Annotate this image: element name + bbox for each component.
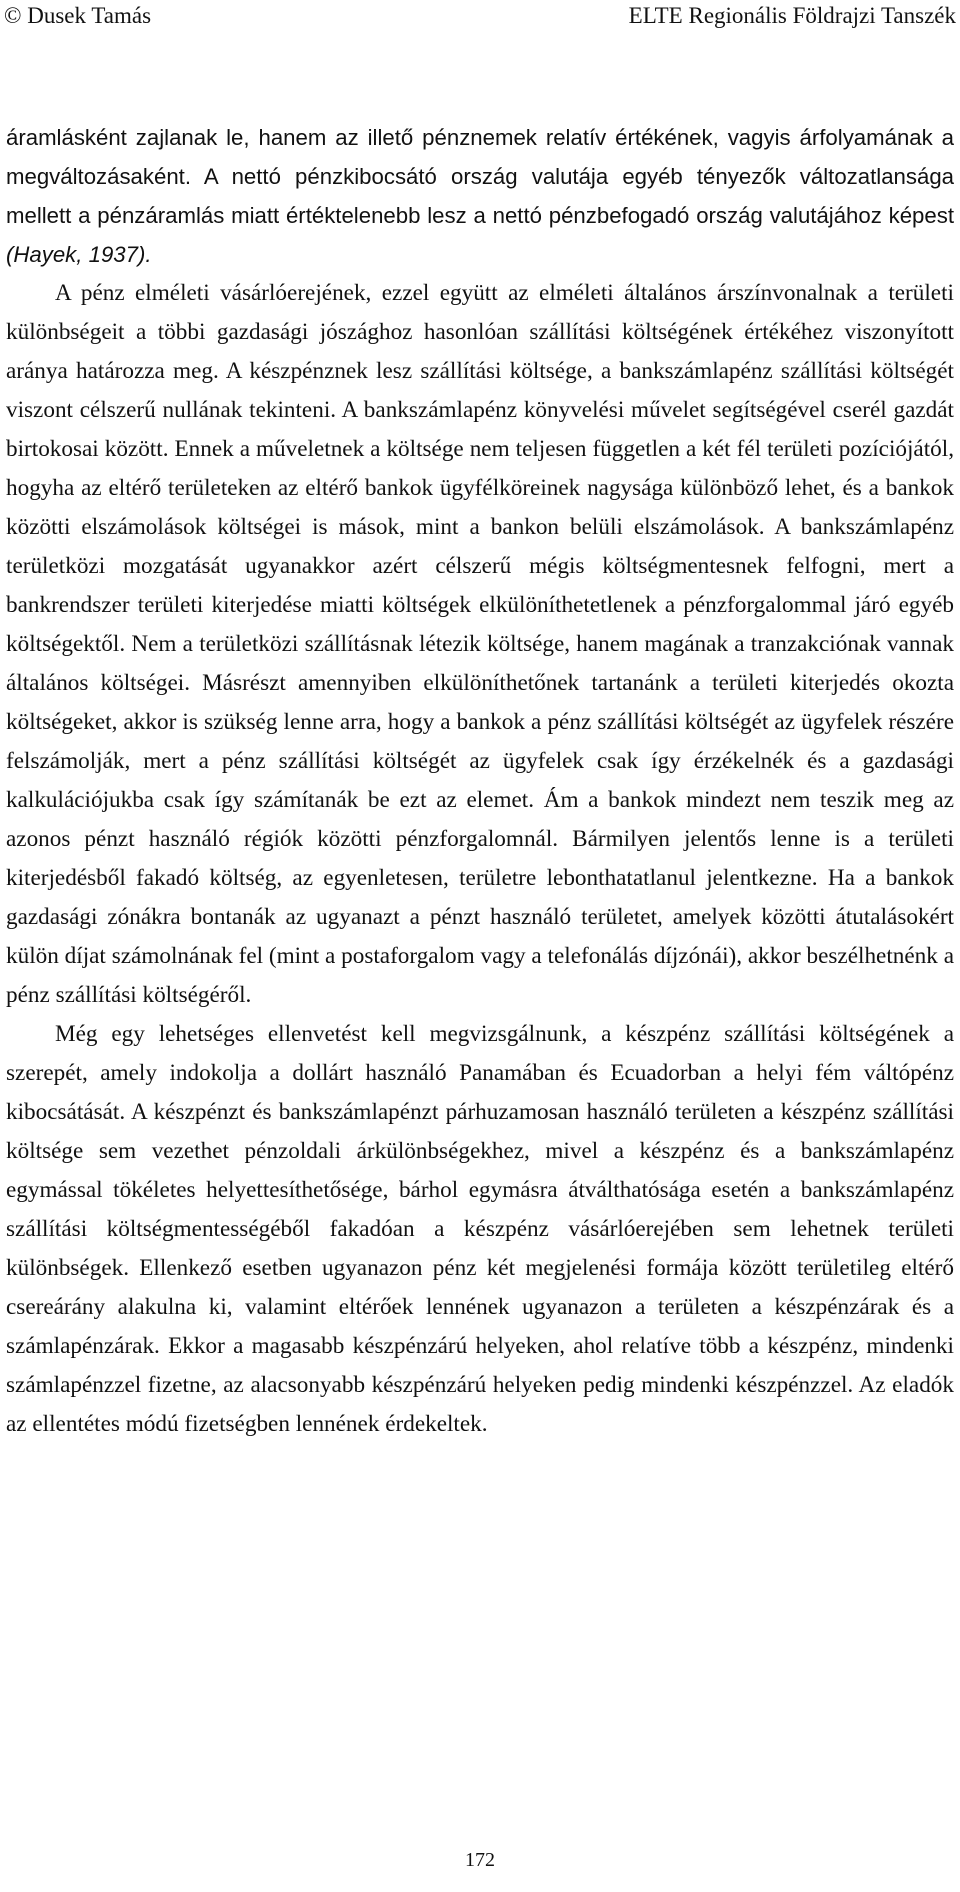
paragraph-3: Még egy lehetséges ellenvetést kell megvizsgálnunk, a készpénz szállítási költségének a szerepét, amely indokolja a dollárt használó Panamában és Ecuadorban a helyi fém váltópénz kibocsátását. A készpénzt és bankszámlapénzt párhuzamosan használó területen a készpénz szállítási költsége sem vezethet pénzoldali árkülönbségekhez, mivel a készpénz és a bankszámlapénz egymással tökéletes helyettesíthetősége, bárhol egymásra átválthatósága esetén a bankszámlapénz szállítási költségmentességéből fakadóan a készpénz vásárlóerejében sem lehetnek területi különbségek. Ellenkező esetben ugyanazon pénz két megjelenési formája között területileg eltérő csereárány alakulna ki, valamint eltérőek lennének ugyanazon a területen a készpénzárak és a számlapénzárak. Ekkor a magasabb készpénzárú helyeken, ahol relatíve több a készpénz, mindenki számlapénzzel fizetne, az alacsonyabb készpénzárú helyeken pedig mindenki készpénzzel. Az eladók az ellentétes módú fizetségben lennének érdekeltek. — [6, 1021, 954, 1437]
citation-hayek: (Hayek, 1937). — [6, 242, 152, 267]
body-text — [6, 118, 954, 1444]
header-institution: ELTE Regionális Földrajzi Tanszék — [628, 3, 956, 28]
page-header — [0, 0, 960, 36]
paragraph-1 — [6, 118, 954, 274]
paragraph-2: A pénz elméleti vásárlóerejének, ezzel együtt az elméleti általános árszínvonalnak a területi különbségeit a többi gazdasági jószághoz hasonlóan szállítási költségének értékéhez viszonyított aránya határozza meg. A készpénznek lesz szállítási költsége, a bankszámlapénz szállítási költségét viszont célszerű nullának tekinteni. A bankszámlapénz könyvelési művelet segítségével cserél gazdát birtokosai között. Ennek a műveletnek a költsége nem teljesen független a két fél területi pozíciójától, hogyha az eltérő területeken az eltérő bankok ügyfélköreinek nagysága különböző lehet, és a bankok közötti elszámolások költségei is mások, mint a bankon belüli elszámolások. A bankszámlapénz területközi mozgatását ugyanakkor azért célszerű mégis költségmentesnek felfogni, mert a bankrendszer területi kiterjedése miatti költségek elkülöníthetetlenek a pénzforgalommal járó egyéb költségektől. Nem a területközi szállításnak létezik költsége, hanem magának a tranzakciónak vannak általános költségei. Másrészt amennyiben elkülöníthetőnek tartanánk a területi kiterjedés okozta költségeket, akkor is szükség lenne arra, hogy a bankok a pénz szállítási költségét az ügyfelek részére felszámolják, mert a pénz szállítási költségét az ügyfelek csak így érzékelnék és a gazdasági kalkulációjukba csak így számítanák be ezt az elemet. Ám a bankok mindezt nem teszik meg az azonos pénzt használó régiók közötti pénzforgalomnál. Bármilyen jelentős lenne is a területi kiterjedésből fakadó költség, az egyenletesen, területre lebonthatatlanul jelentkezne. Ha a bankok gazdasági zónákra bontanák az ugyanazt a pénzt használó területet, amelyek közötti átutalásokért külön díjat számolnának fel (mint a postaforgalom vagy a telefonálás díjzónái), akkor beszélhetnénk a pénz szállítási költségéről. — [6, 280, 954, 1008]
paragraph-1-text: áramlásként zajlanak le, hanem az illető pénznemek relatív értékének, vagyis árfolyamának a megváltozásaként. A nettó pénzkibocsátó ország valutája egyéb tényezők változatlansága mellett a pénzáramlás miatt értéktelenebb lesz a nettó pénzbefogadó ország valutájához képest — [6, 125, 954, 228]
header-author: © Dusek Tamás — [4, 3, 152, 28]
page-number: 172 — [465, 1849, 495, 1871]
